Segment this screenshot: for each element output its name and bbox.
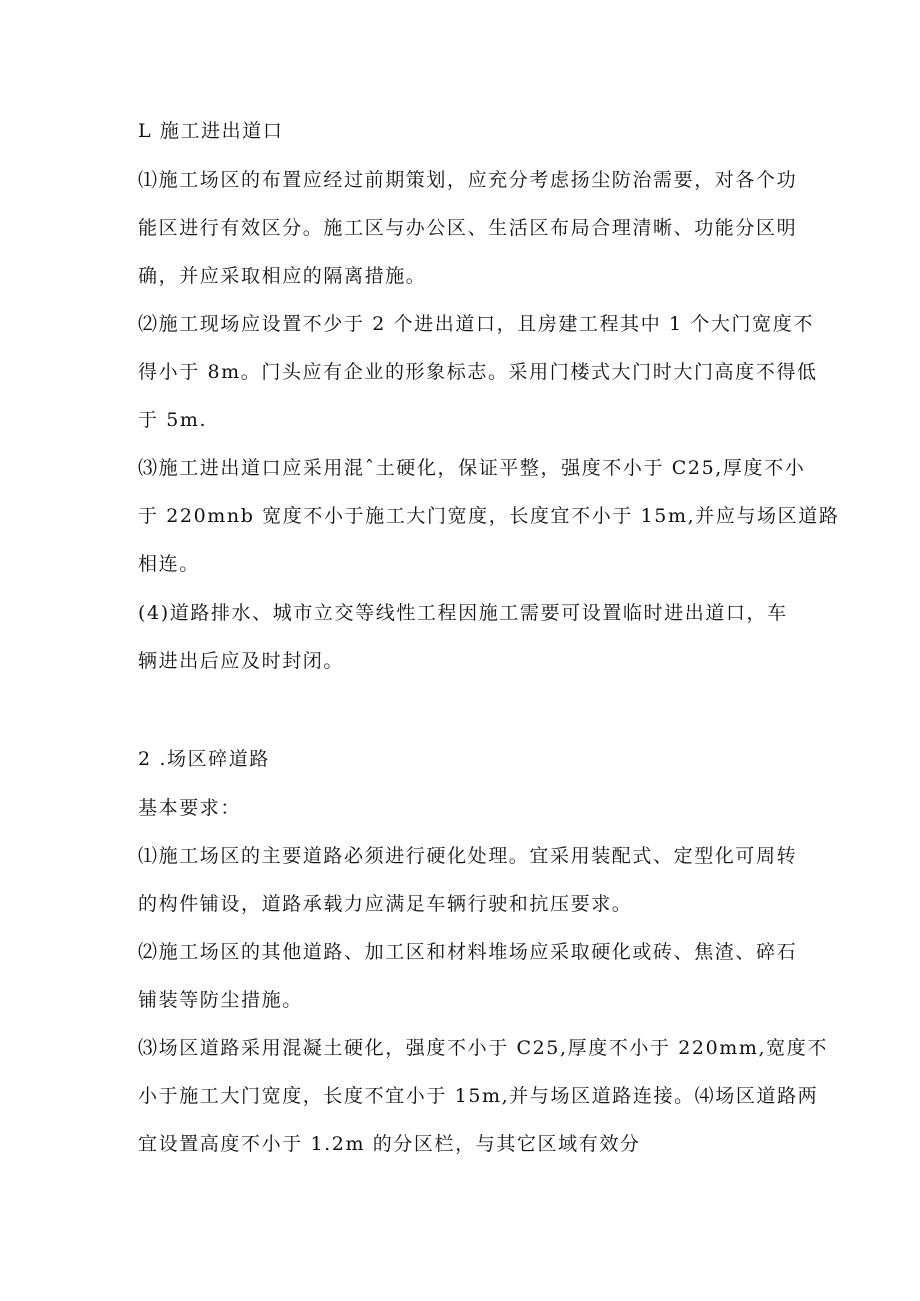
section1-p4-line1: (4)道路排水、城市立交等线性工程因施工需要可设置临时进出道口，车 [138,602,788,624]
section1-p1-line3: 确，并应采取相应的隔离措施。 [138,265,427,287]
section1-p3-line2: 于 220mnb 宽度不小于施工大门宽度，长度宜不小于 15m,并应与场区道路 [138,505,840,527]
section1-p2-line3: 于 5m. [138,409,208,431]
section1-p3-line3: 相连。 [138,553,200,575]
section2-p3-line1: ⑶场区道路采用混凝土硬化，强度不小于 C25,厚度不小于 220mm,宽度不 [138,1037,828,1059]
section1-p1-line1: ⑴施工场区的布置应经过前期策划，应充分考虑扬尘防治需要，对各个功 [138,169,798,191]
section1-p3-line1: ⑶施工进出道口应采用混ˆ土硬化，保证平整，强度不小于 C25,厚度不小 [138,457,806,479]
section2-p3-line3: 宜设置高度不小于 1.2m 的分区栏，与其它区域有效分 [138,1133,641,1155]
section1-p2-line2: 得小于 8m。门头应有企业的形象标志。采用门楼式大门时大门高度不得低 [138,361,818,383]
section1-heading: L 施工进出道口 [138,120,284,142]
section2-heading: 2 .场区碎道路 [138,748,270,770]
section2-subheading: 基本要求： [138,797,242,819]
section1-p4-line2: 辆进出后应及时封闭。 [138,650,345,672]
section1-p1-line2: 能区进行有效区分。施工区与办公区、生活区布局合理清晰、功能分区明 [138,217,798,239]
section2-p3-line2: 小于施工大门宽度，长度不宜小于 15m,并与场区道路连接。⑷场区道路两 [138,1085,819,1107]
section2-p2-line1: ⑵施工场区的其他道路、加工区和材料堆场应采取硬化或砖、焦渣、碎石 [138,941,798,963]
section2-p2-line2: 铺装等防尘措施。 [138,989,303,1011]
section1-p2-line1: ⑵施工现场应设置不少于 2 个进出道口，且房建工程其中 1 个大门宽度不 [138,313,814,335]
section2-p1-line2: 的构件铺设，道路承载力应满足车辆行驶和抗压要求。 [138,893,633,915]
section2-p1-line1: ⑴施工场区的主要道路必须进行硬化处理。宜采用装配式、定型化可周转 [138,845,798,867]
